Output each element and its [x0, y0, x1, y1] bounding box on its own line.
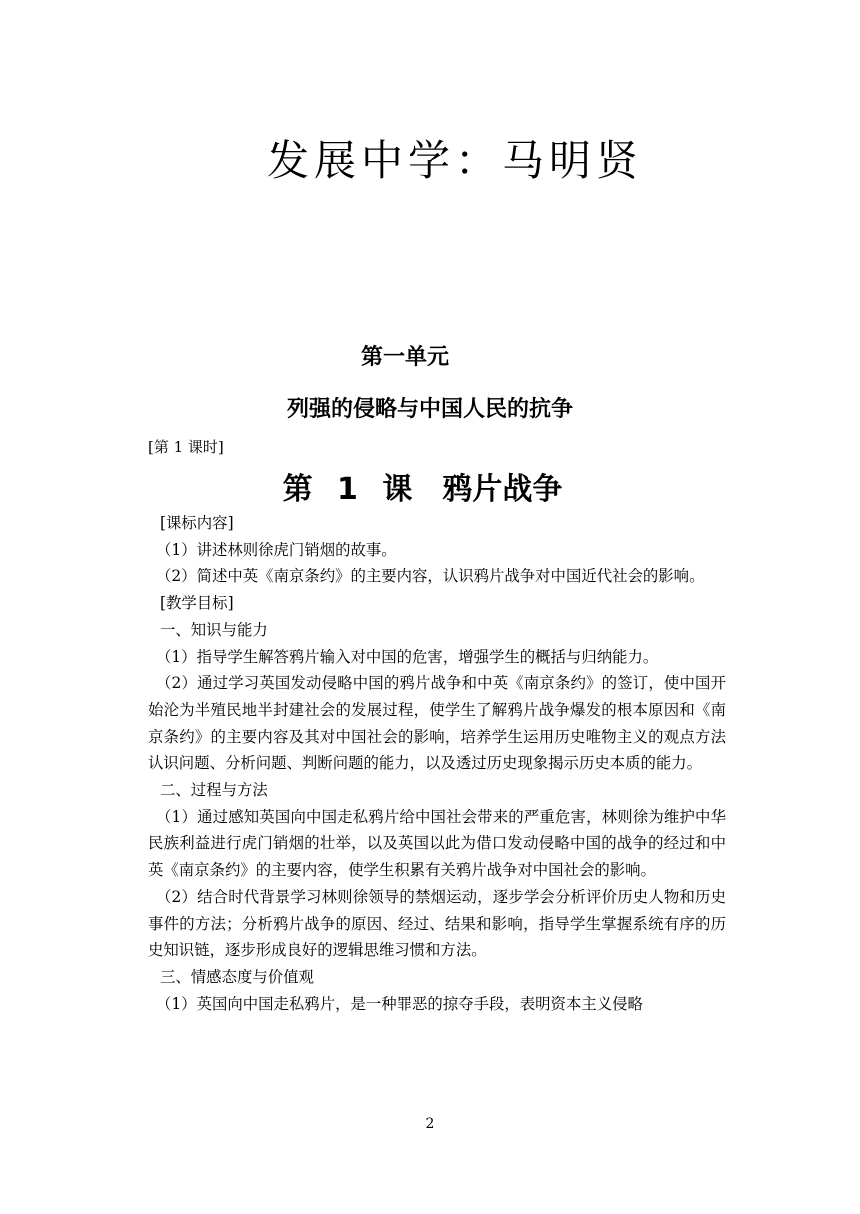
subsection-heading: 一、知识与能力 — [160, 620, 268, 639]
section-label-objectives: [教学目标] — [160, 594, 234, 613]
body-text — [148, 510, 726, 1017]
author-heading: 发展中学：马明贤 — [266, 136, 643, 185]
paragraph: （2）简述中英《南京条约》的主要内容，认识鸦片战争对中国近代社会的影响。 — [156, 567, 705, 586]
paragraph: （2）结合时代背景学习林则徐领导的禁烟运动，逐步学会分析评价历史人物和历史事件的方法；分析鸦片战争的原因、经过、结果和影响，指导学生掌握系统有序的历史知识链，逐步形成良好的逻辑思维习惯和方法。 — [148, 887, 726, 960]
unit-title: 列强的侵略与中国人民的抗争 — [286, 397, 573, 422]
subsection-heading: 二、过程与方法 — [160, 781, 268, 800]
subsection-heading: 三、情感态度与价值观 — [160, 967, 314, 986]
paragraph: （2）通过学习英国发动侵略中国的鸦片战争和中英《南京条约》的签订，使中国开始沦为半殖民地半封建社会的发展过程，使学生了解鸦片战争爆发的根本原因和《南京条约》的主要内容及其对中国社会的影响，培养学生运用历史唯物主义的观点方法认识问题、分析问题、判断问题的能力，以及透过历史现象揭示历史本质的能力。 — [148, 674, 726, 773]
page-number: 2 — [425, 1116, 435, 1132]
paragraph: （1）通过感知英国向中国走私鸦片给中国社会带来的严重危害，林则徐为维护中华民族利益进行虎门销烟的壮举，以及英国以此为借口发动侵略中国的战争的经过和中英《南京条约》的主要内容，使学生积累有关鸦片战争对中国社会的影响。 — [148, 807, 726, 880]
lesson-title: 第 1 课 鸦片战争 — [282, 472, 563, 507]
unit-heading: 第一单元 — [360, 345, 449, 370]
paragraph: （1）讲述林则徐虎门销烟的故事。 — [156, 540, 397, 559]
paragraph: （1）指导学生解答鸦片输入对中国的危害，增强学生的概括与归纳能力。 — [156, 647, 659, 666]
section-label-standards: [课标内容] — [160, 514, 234, 532]
lesson-period: [第 1 课时] — [148, 438, 224, 456]
paragraph: （1）英国向中国走私鸦片，是一种罪恶的掠夺手段，表明资本主义侵略 — [156, 994, 643, 1013]
